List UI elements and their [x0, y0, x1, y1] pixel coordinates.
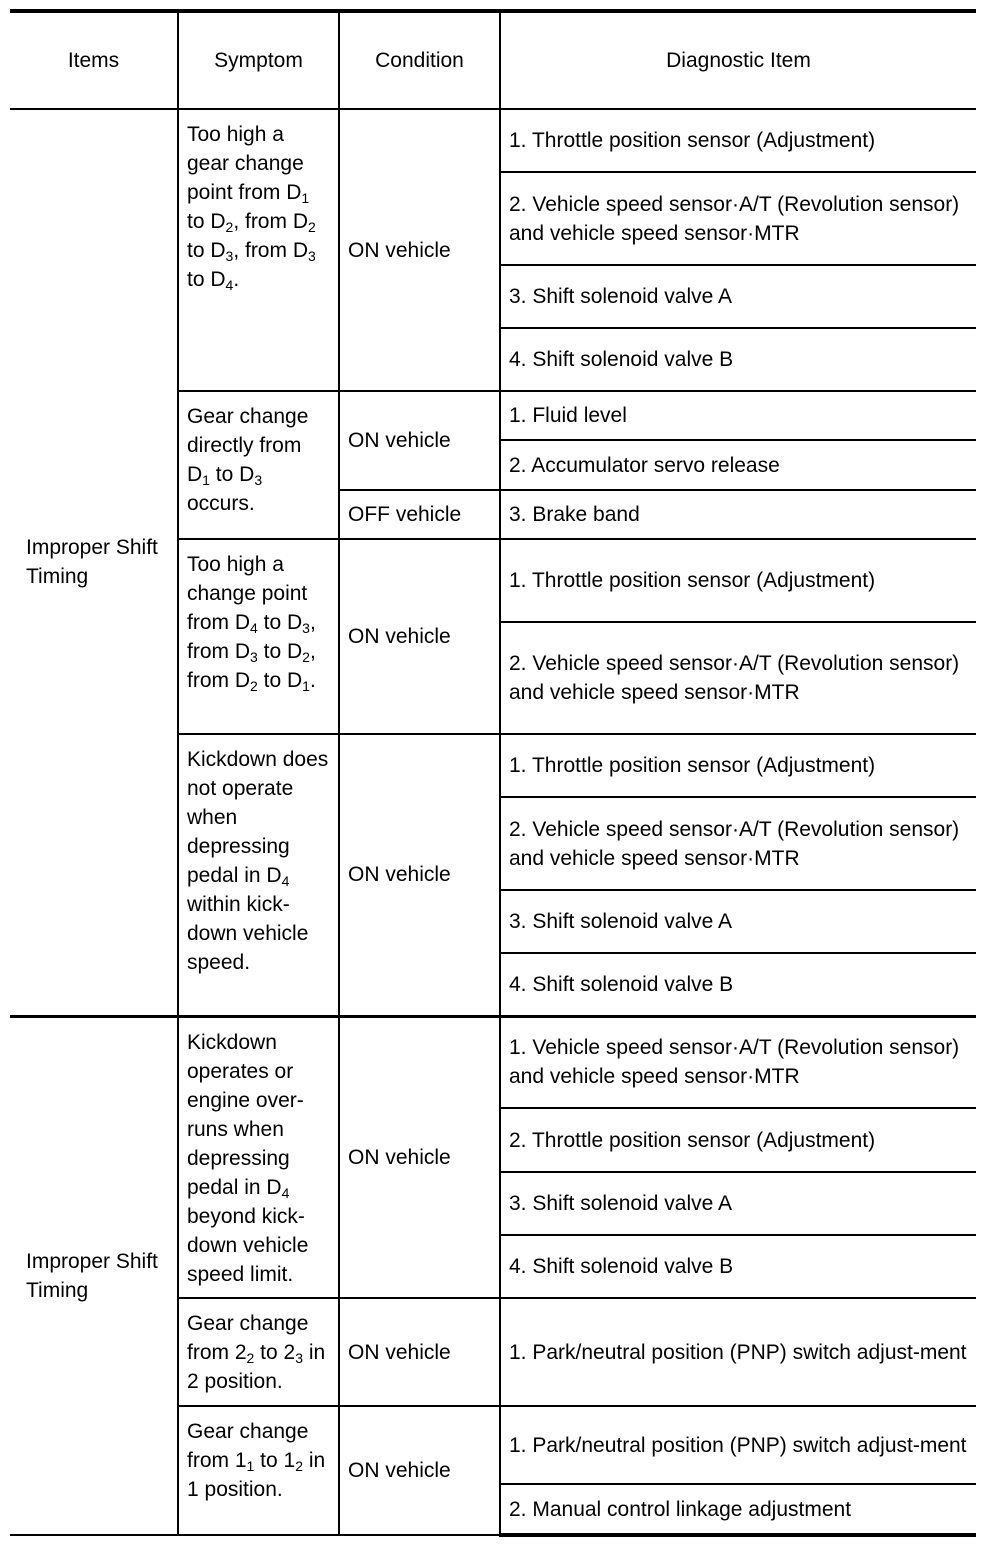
- symptom-subscript: 3: [225, 248, 234, 264]
- symptom-text: Gear change directly from D: [187, 405, 309, 486]
- symptom-subscript: 4: [225, 277, 234, 293]
- diagnostic-item-cell: 2. Vehicle speed sensor·A/T (Revolution sensor) and vehicle speed sensor·MTR: [500, 172, 976, 265]
- symptom-text: in 2 position.: [187, 1341, 326, 1393]
- condition-cell: ON vehicle: [339, 539, 500, 734]
- symptom-text: occurs.: [187, 492, 255, 515]
- diagnostic-item-cell: 2. Accumulator servo release: [500, 440, 976, 490]
- diagnostic-table: [10, 9, 976, 1537]
- symptom-cell: [178, 1016, 339, 1298]
- symptom-text: to 2: [254, 1341, 296, 1364]
- symptom-subscript: 2: [307, 219, 316, 235]
- header-items: Items: [10, 11, 178, 109]
- symptom-subscript: 1: [302, 678, 310, 694]
- symptom-text: to D: [257, 669, 303, 692]
- diagnostic-item-cell: 1. Park/neutral position (PNP) switch adjust-ment: [500, 1298, 976, 1406]
- diagnostic-item-cell: 2. Vehicle speed sensor·A/T (Revolution sensor) and vehicle speed sensor·MTR: [500, 622, 976, 734]
- symptom-subscript: 2: [225, 219, 234, 235]
- header-symptom: Symptom: [178, 11, 339, 109]
- symptom-subscript: 3: [254, 472, 263, 488]
- symptom-cell: [178, 391, 339, 539]
- symptom-subscript: 3: [307, 248, 316, 264]
- symptom-subscript: 3: [250, 649, 258, 665]
- symptom-text: Gear change from 1: [187, 1420, 309, 1472]
- diagnostic-item-cell: 3. Brake band: [500, 490, 976, 539]
- symptom-subscript: 1: [202, 472, 210, 488]
- symptom-subscript: 4: [250, 620, 258, 636]
- symptom-text: to D: [187, 268, 226, 291]
- condition-cell: OFF vehicle: [339, 490, 500, 539]
- table-row: [10, 109, 976, 172]
- diagnostic-item-cell: 4. Shift solenoid valve B: [500, 953, 976, 1016]
- symptom-text: in 1 position.: [187, 1449, 326, 1501]
- symptom-subscript: 1: [246, 1458, 255, 1474]
- symptom-subscript: 3: [302, 620, 310, 636]
- symptom-cell: [178, 734, 339, 1016]
- symptom-text: , from D: [187, 611, 316, 663]
- condition-cell: ON vehicle: [339, 1298, 500, 1406]
- symptom-subscript: 4: [281, 873, 290, 889]
- diagnostic-item-cell: 3. Shift solenoid valve A: [500, 890, 976, 953]
- symptom-subscript: 3: [295, 1350, 303, 1366]
- symptom-text: to D: [209, 463, 255, 486]
- symptom-text: to D: [257, 611, 303, 634]
- symptom-text: , from D: [187, 640, 316, 692]
- symptom-subscript: 1: [301, 190, 310, 206]
- condition-cell: ON vehicle: [339, 109, 500, 391]
- diagnostic-item-cell: 1. Throttle position sensor (Adjustment): [500, 734, 976, 797]
- items-cell: Improper Shift Timing: [10, 1016, 178, 1535]
- diagnostic-item-cell: 4. Shift solenoid valve B: [500, 1235, 976, 1298]
- symptom-text: Kickdown operates or engine over-runs when depressing pedal in D: [187, 1030, 304, 1199]
- diagnostic-item-cell: 4. Shift solenoid valve B: [500, 328, 976, 391]
- symptom-text: , from D: [233, 210, 308, 233]
- symptom-text: to D: [257, 640, 303, 663]
- diagnostic-item-cell: 1. Throttle position sensor (Adjustment): [500, 109, 976, 172]
- table-row: [10, 1016, 976, 1108]
- symptom-cell: [178, 109, 339, 391]
- header-condition: Condition: [339, 11, 500, 109]
- symptom-subscript: 2: [250, 678, 258, 694]
- symptom-text: to D: [187, 210, 226, 233]
- diagnostic-item-cell: 3. Shift solenoid valve A: [500, 265, 976, 328]
- symptom-subscript: 2: [295, 1458, 303, 1474]
- condition-cell: ON vehicle: [339, 391, 500, 490]
- header-diagnostic-item: Diagnostic Item: [500, 11, 976, 109]
- symptom-text: Gear change from 2: [187, 1312, 309, 1364]
- condition-cell: ON vehicle: [339, 1016, 500, 1298]
- diagnostic-item-cell: 1. Throttle position sensor (Adjustment): [500, 539, 976, 622]
- symptom-text: Too high a change point from D: [187, 553, 308, 634]
- diagnostic-item-cell: 2. Manual control linkage adjustment: [500, 1484, 976, 1535]
- symptom-subscript: 2: [246, 1350, 255, 1366]
- symptom-cell: [178, 539, 339, 734]
- symptom-text: within kick-down vehicle speed.: [187, 893, 309, 974]
- diagnostic-item-cell: 1. Park/neutral position (PNP) switch adjust-ment: [500, 1406, 976, 1484]
- diagnostic-item-cell: 2. Throttle position sensor (Adjustment): [500, 1108, 976, 1172]
- symptom-text: Too high a gear change point from D: [187, 123, 304, 204]
- symptom-text: .: [309, 669, 316, 692]
- symptom-text: .: [233, 268, 240, 291]
- symptom-text: , from D: [233, 239, 308, 262]
- symptom-text: beyond kick-down vehicle speed limit.: [187, 1204, 309, 1286]
- condition-cell: ON vehicle: [339, 1406, 500, 1535]
- diagnostic-item-cell: 3. Shift solenoid valve A: [500, 1172, 976, 1235]
- symptom-cell: [178, 1406, 339, 1535]
- diagnostic-item-cell: 2. Vehicle speed sensor·A/T (Revolution sensor) and vehicle speed sensor·MTR: [500, 797, 976, 890]
- symptom-text: to 1: [254, 1449, 296, 1472]
- symptom-text: to D: [187, 239, 226, 262]
- symptom-subscript: 4: [281, 1184, 290, 1201]
- symptom-cell: [178, 1298, 339, 1406]
- symptom-text: Kickdown does not operate when depressing pedal in D: [187, 748, 329, 887]
- items-cell: Improper Shift Timing: [10, 109, 178, 1016]
- diagnostic-item-cell: 1. Fluid level: [500, 391, 976, 440]
- symptom-subscript: 2: [302, 649, 310, 665]
- condition-cell: ON vehicle: [339, 734, 500, 1016]
- header-row: [10, 11, 976, 109]
- diagnostic-item-cell: 1. Vehicle speed sensor·A/T (Revolution sensor) and vehicle speed sensor·MTR: [500, 1016, 976, 1108]
